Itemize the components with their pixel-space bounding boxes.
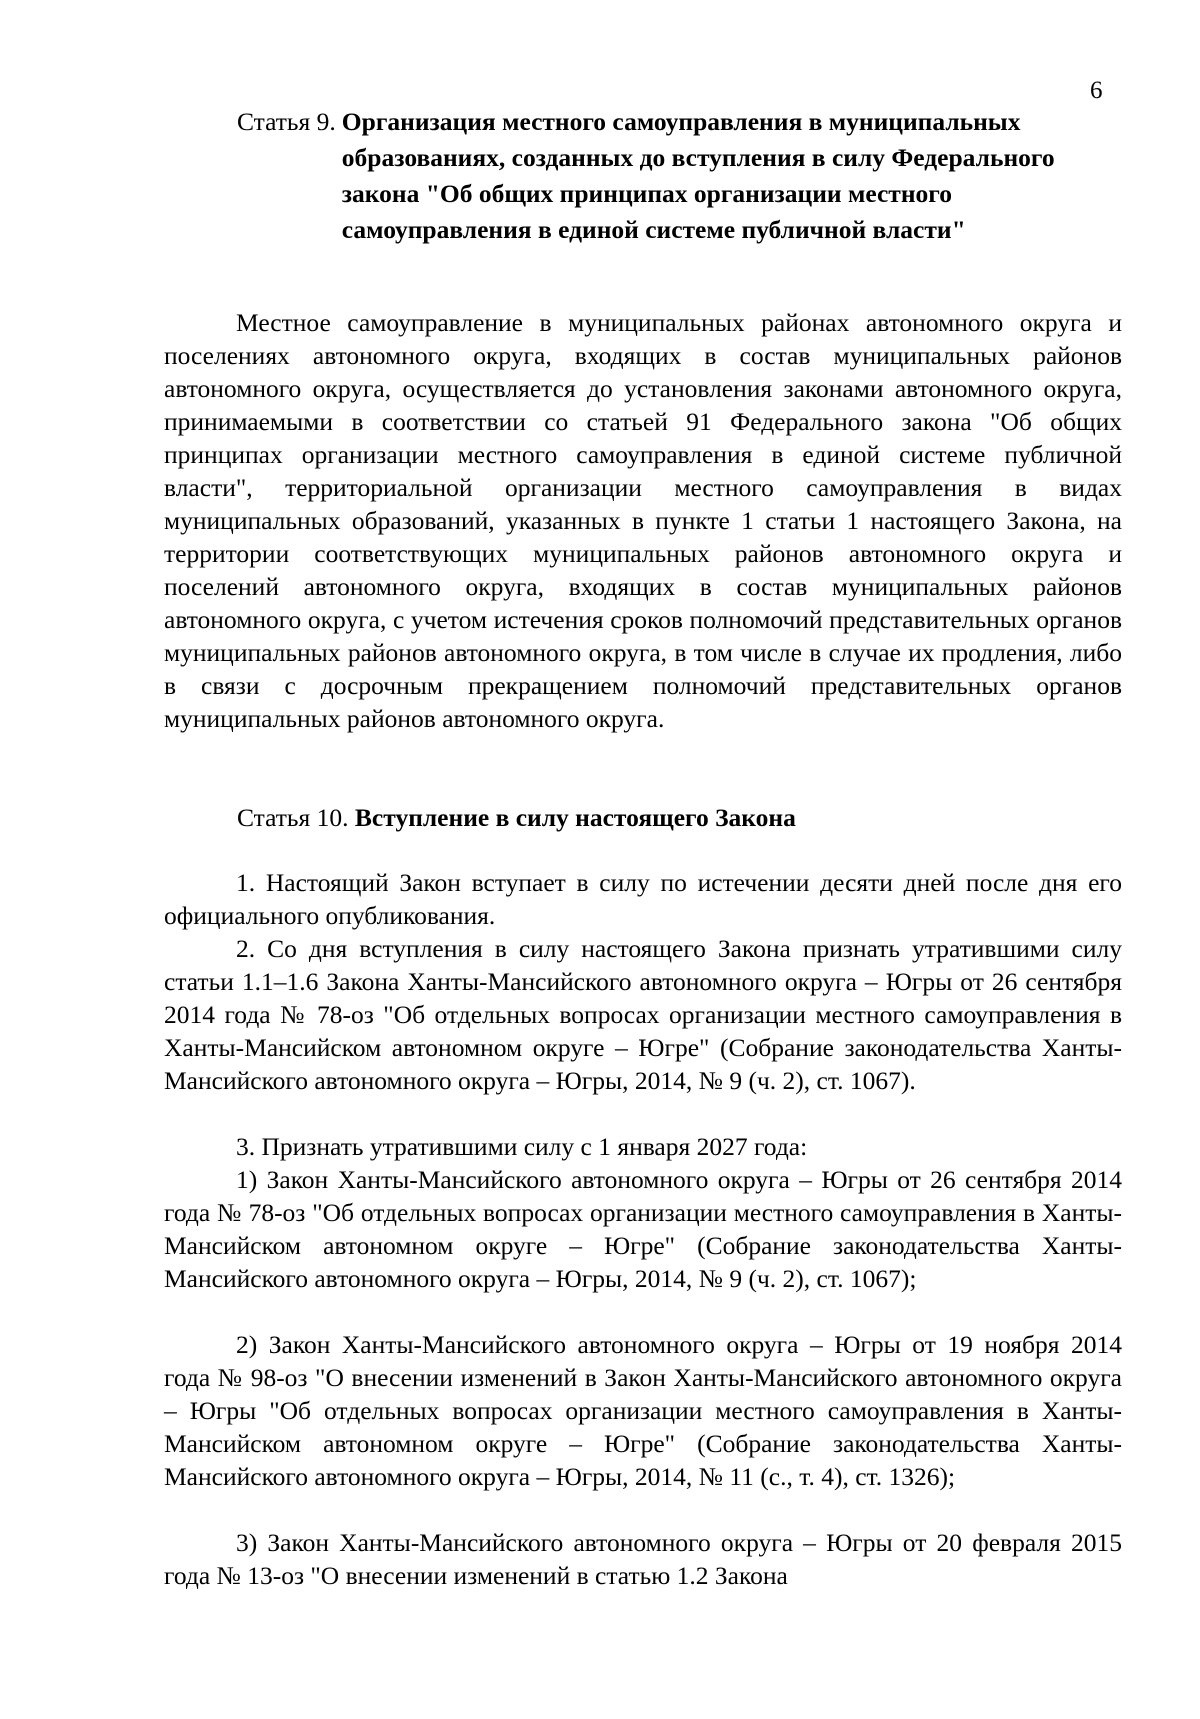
article-10-item-3-sub-1: 1) Закон Ханты-Мансийского автономного округа – Югры от 26 сентября 2014 года № 78-оз "Об отдельных вопросах организации местного самоуправления в Ханты-Мансийском автономном округе – Югре" (Собрание законодательства Ханты-Мансийского автономного округа – Югры, 2014, № 9 (ч. 2), ст. 1067); bbox=[164, 1165, 1122, 1293]
page-number: 6 bbox=[1090, 77, 1103, 104]
article-9-prefix: Статья 9. bbox=[237, 107, 336, 136]
article-10-title: Вступление в силу настоящего Закона bbox=[354, 803, 796, 832]
article-10-item-1: 1. Настоящий Закон вступает в силу по истечении десяти дней после дня его официального опубликования. bbox=[164, 868, 1122, 930]
article-10-item-3-sub-3: 3) Закон Ханты-Мансийского автономного округа – Югры от 20 февраля 2015 года № 13-оз "О внесении изменений в статью 1.2 Закона bbox=[164, 1528, 1122, 1590]
article-10-item-2: 2. Со дня вступления в силу настоящего Закона признать утратившими силу статьи 1.1–1.6 Закона Ханты-Мансийского автономного округа – Югры от 26 сентября 2014 года № 78-оз "Об отдельных вопросах организации местного самоуправления в Ханты-Мансийском автономном округе – Югре" (Собрание законодательства Ханты-Мансийского автономного округа – Югры, 2014, № 9 (ч. 2), ст. 1067). bbox=[164, 934, 1122, 1095]
article-9-title: Организация местного самоуправления в муниципальных образованиях, созданных до вступления в силу Федерального закона "Об общих принципах организации местного самоуправления в единой системе публичной власти" bbox=[341, 107, 1055, 244]
article-10-heading bbox=[237, 800, 796, 836]
article-10-prefix: Статья 10. bbox=[237, 803, 349, 832]
article-9-heading bbox=[237, 104, 1122, 248]
article-10-item-3: 3. Признать утратившими силу с 1 января 2027 года: bbox=[236, 1132, 808, 1161]
article-9-paragraph: Местное самоуправление в муниципальных районах автономного округа и поселениях автономного округа, входящих в состав муниципальных районов автономного округа, осуществляется до установления законами автономного округа, принимаемыми в соответствии со статьей 91 Федерального закона "Об общих принципах организации местного самоуправления в единой системе публичной власти", территориальной организации местного самоуправления в видах муниципальных образований, указанных в пункте 1 статьи 1 настоящего Закона, на территории соответствующих муниципальных районов автономного округа и поселений автономного округа, входящих в состав муниципальных районов автономного округа, с учетом истечения сроков полномочий представительных органов муниципальных районов автономного округа, в том числе в случае их продления, либо в связи с досрочным прекращением полномочий представительных органов муниципальных районов автономного округа. bbox=[164, 308, 1122, 733]
article-10-item-3-sub-2: 2) Закон Ханты-Мансийского автономного округа – Югры от 19 ноября 2014 года № 98-оз "О внесении изменений в Закон Ханты-Мансийского автономного округа – Югры "Об отдельных вопросах организации местного самоуправления в Ханты-Мансийском автономном округе – Югре" (Собрание законодательства Ханты-Мансийского автономного округа – Югры, 2014, № 11 (с., т. 4), ст. 1326); bbox=[164, 1330, 1122, 1491]
